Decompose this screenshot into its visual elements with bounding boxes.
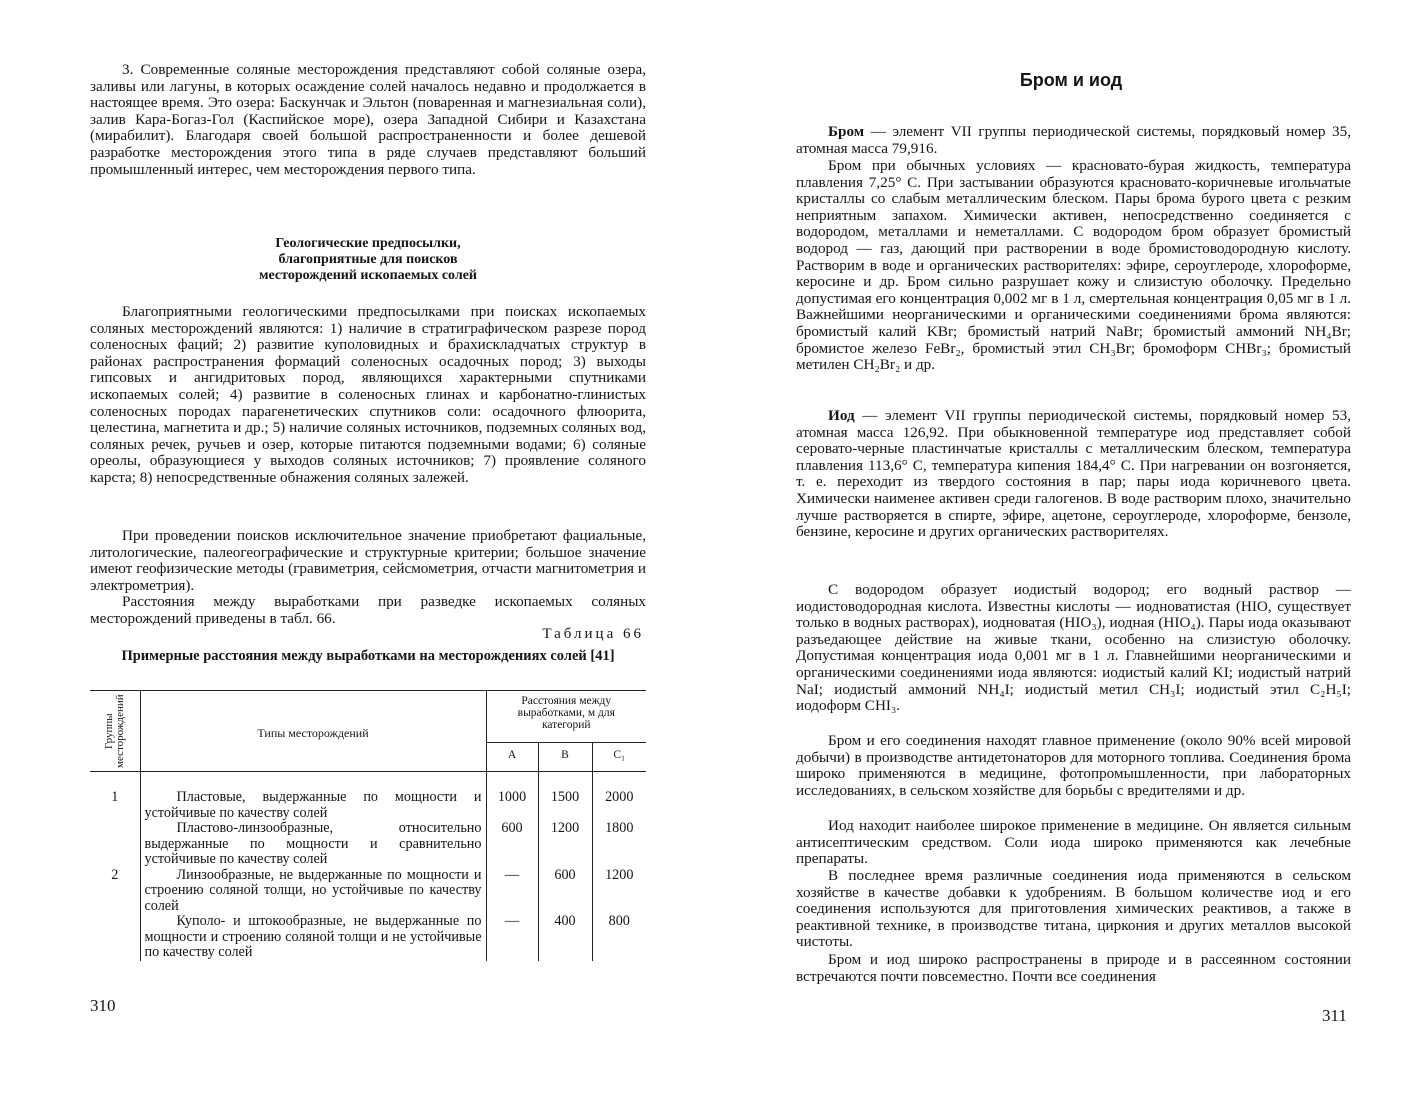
cell-b: 400 xyxy=(538,914,592,961)
table-row xyxy=(90,868,646,915)
cell-group: 2 xyxy=(111,866,119,883)
cell-type: Линзообразные, не выдержанные по мощности и строению соляной толщи, но устойчивые по качеству солей xyxy=(140,868,486,915)
cell-c1: 1800 xyxy=(592,821,646,868)
right-page xyxy=(714,0,1428,1118)
heading-line: месторождений ископаемых солей xyxy=(259,268,477,283)
paragraph-distances: Расстояния между выработками при разведке ископаемых соляных месторождений приведены в табл. 66. xyxy=(90,593,646,627)
cell-a: 1000 xyxy=(486,772,538,822)
cell-c1: 2000 xyxy=(592,772,646,822)
paragraph-distribution: Бром и иод широко распространены в природе и в рассеянном состоянии встречаются почти повсеместно. Почти все соединения xyxy=(796,951,1351,985)
col-header-cat-c1: С₁ xyxy=(592,743,646,772)
term-bromine: Бром xyxy=(828,123,865,140)
col-header-type: Типы месторождений xyxy=(140,691,486,772)
table-caption: Примерные расстояния между выработками на месторождениях солей [41] xyxy=(121,648,615,664)
col-header-distances: Расстояния между выработками, м для категорий xyxy=(486,691,646,743)
paragraph-iodine-agriculture: В последнее время различные соединения иода применяются в сельском хозяйстве в качестве добавки к удобрениям. В большом количестве иод и его соединения используются для приготовления химических реактивов, а также в реактивной технике, в производстве титана, циркония и других металлов высокой чистоты. xyxy=(796,867,1351,951)
cell-group: 1 xyxy=(111,789,119,805)
paragraph-iodine-compounds: С водородом образует иодистый водород; его водный раствор — иодистоводородная кислота. Известны кислоты — иодноватистая (HIO, существует только в водных растворах), иодноватая (HIO₃), иодная (HIO₄). Пары иода оказывают разъедающее действие на живые ткани, особенно на слизистую оболочку. Допустимая концентрация иода 0,001 мг в 1 л. Главнейшими неорганическими и органическими соединениями иода являются: иодистый калий KI; иодистый натрий NaI; иодистый аммоний NH₄I; иодистый метил CH₃I; иодистый этил C₂H₅I; иодоформ CHI₃. xyxy=(796,581,1351,715)
cell-group xyxy=(90,914,140,961)
col-header-group: Группы месторождений xyxy=(90,691,140,772)
cell-type: Куполо- и штокообразные, не выдержанные по мощности и строению соляной толщи и не устойчивые по качеству солей xyxy=(140,914,486,961)
table-row xyxy=(90,821,646,868)
paragraph-bromine-use: Бром и его соединения находят главное применение (около 90% всей мировой добычи) в производстве антидетонаторов для моторного топлива. Соединения брома широко применяются в медицине, фотопромышленности, при лабораторных исследованиях, в сельском хозяйстве для борьбы с вредителями и др. xyxy=(796,732,1351,799)
paragraph-criteria: При проведении поисков исключительное значение приобретают фациальные, литологические, палеогеографические и структурные критерии; большое значение имеют геофизические методы (гравиметрия, сейсмометрия, отчасти магнитометрия и электрометрия). xyxy=(90,527,646,594)
paragraph-prerequisites: Благоприятными геологическими предпосылками при поисках ископаемых соляных месторождений являются: 1) наличие в стратиграфическом разрезе пород соленосных фаций; 2) развитие куполовидных и брахискладчатых структур в районах распространения формаций соленосных осадочных пород; 3) выходы гипсовых и ангидритовых пород, являющихся характерными спутниками ископаемых солей; 4) развитие в соленосных глинах и карбонатно-глинистых соленосных породах парагенетических спутников соли: осадочного флюорита, целестина, магнетита и др.; 5) наличие соляных источников, подземных соляных вод, соляных речек, ручьев и озер, которые питаются подземными водами; 6) соляные ореолы, образующиеся у выходов соляных источников; 7) проявление соляного карста; 8) непосредственные обнажения соляных залежей. xyxy=(90,303,646,486)
heading-line: благоприятные для поисков xyxy=(278,252,458,267)
cell-c1: 800 xyxy=(592,914,646,961)
cell-a: 600 xyxy=(486,821,538,868)
section-heading xyxy=(90,236,646,284)
cell-c1: 1200 xyxy=(592,868,646,915)
cell-b: 1500 xyxy=(538,772,592,822)
cell-a: — xyxy=(486,868,538,915)
table-row xyxy=(90,914,646,961)
cell-b: 600 xyxy=(538,868,592,915)
paragraph-iodine-medicine: Иод находит наиболее широкое применение в медицине. Он является сильным антисептическим средством. Соли иода широко применяются как лечебные препараты. xyxy=(796,817,1351,868)
cell-type: Пластово-линзообразные, относительно выдержанные по мощности и сравнительно устойчивые по качеству солей xyxy=(140,821,486,868)
cell-group xyxy=(90,821,140,868)
cell-type: Пластовые, выдержанные по мощности и устойчивые по качеству солей xyxy=(140,772,486,822)
distances-table xyxy=(90,690,646,961)
paragraph-bromine-properties: Бром при обычных условиях — красновато-бурая жидкость, температура плавления 7,25° С. При застывании образуются красновато-коричневые игольчатые кристаллы со слабым металлическим блеском. Пары брома бурого цвета с резким неприятным запахом. Химически активен, непосредственно соединяется с водородом, металлами и неметаллами. С водородом бром образует бромистый водород — газ, дающий при растворении в воде бромистоводородную кислоту. Растворим в воде и органических растворителях: эфире, сероуглероде, хлороформе, керосине и др. Бром сильно разрушает кожу и слизистую оболочку. Предельно допустимая его концентрация 0,002 мг в 1 л, смертельная концентрация 0,05 мг в 1 л. Важнейшими неорганическими и органическими соединениями брома являются: бромистый калий KBr; бромистый натрий NaBr; бромистый аммоний NH₄Br; бромистое железо FeBr₂, бромистый этил CH₃Br; бромоформ CHBr₃; бромистый метилен CH₂Br₂ и др. xyxy=(796,157,1351,374)
page-title: Бром и иод xyxy=(1019,70,1123,90)
table-number: Таблица 66 xyxy=(542,626,644,642)
paragraph-bromine-intro: Бром — элемент VII группы периодической системы, порядковый номер 35, атомная масса 79,916. xyxy=(796,123,1351,157)
cell-a: — xyxy=(486,914,538,961)
col-header-cat-b: В xyxy=(538,743,592,772)
table-row xyxy=(90,772,646,822)
page-number-right: 311 xyxy=(1322,1006,1347,1025)
page-number-left: 310 xyxy=(90,996,116,1015)
paragraph-iodine-intro: Иод — элемент VII группы периодической системы, порядковый номер 53, атомная масса 126,92. При обыкновенной температуре иод представляет собой серовато-черные пластинчатые кристаллы с металлическим блеском, температура плавления 113,6° С, температура кипения 184,4° С. При нагревании он возгоняется, т. е. переходит из твердого состояния в пар; пары иода коричневого цвета. Химически наименее активен среди галогенов. В воде растворим плохо, значительно лучше растворяется в спирте, эфире, ацетоне, сероуглероде, хлороформе, бензоле, бензине, керосине и других органических растворителях. xyxy=(796,407,1351,541)
cell-b: 1200 xyxy=(538,821,592,868)
term-iodine: Иод xyxy=(828,407,855,424)
heading-line: Геологические предпосылки, xyxy=(275,236,461,251)
col-header-cat-a: А xyxy=(486,743,538,772)
paragraph-modern-deposits: 3. Современные соляные месторождения представляют собой соляные озера, заливы или лагуны, в которых осаждение солей началось недавно и продолжается в настоящее время. Это озера: Баскунчак и Эльтон (поваренная и магнезиальная соли), залив Кара-Богаз-Гол (Каспийское море), озера Западной Сибири и Казахстана (мирабилит). Благодаря своей большой распространенности и более дешевой разработке месторождения этого типа в ряде случаев представляют больший промышленный интерес, чем месторождения первого типа. xyxy=(90,61,646,178)
